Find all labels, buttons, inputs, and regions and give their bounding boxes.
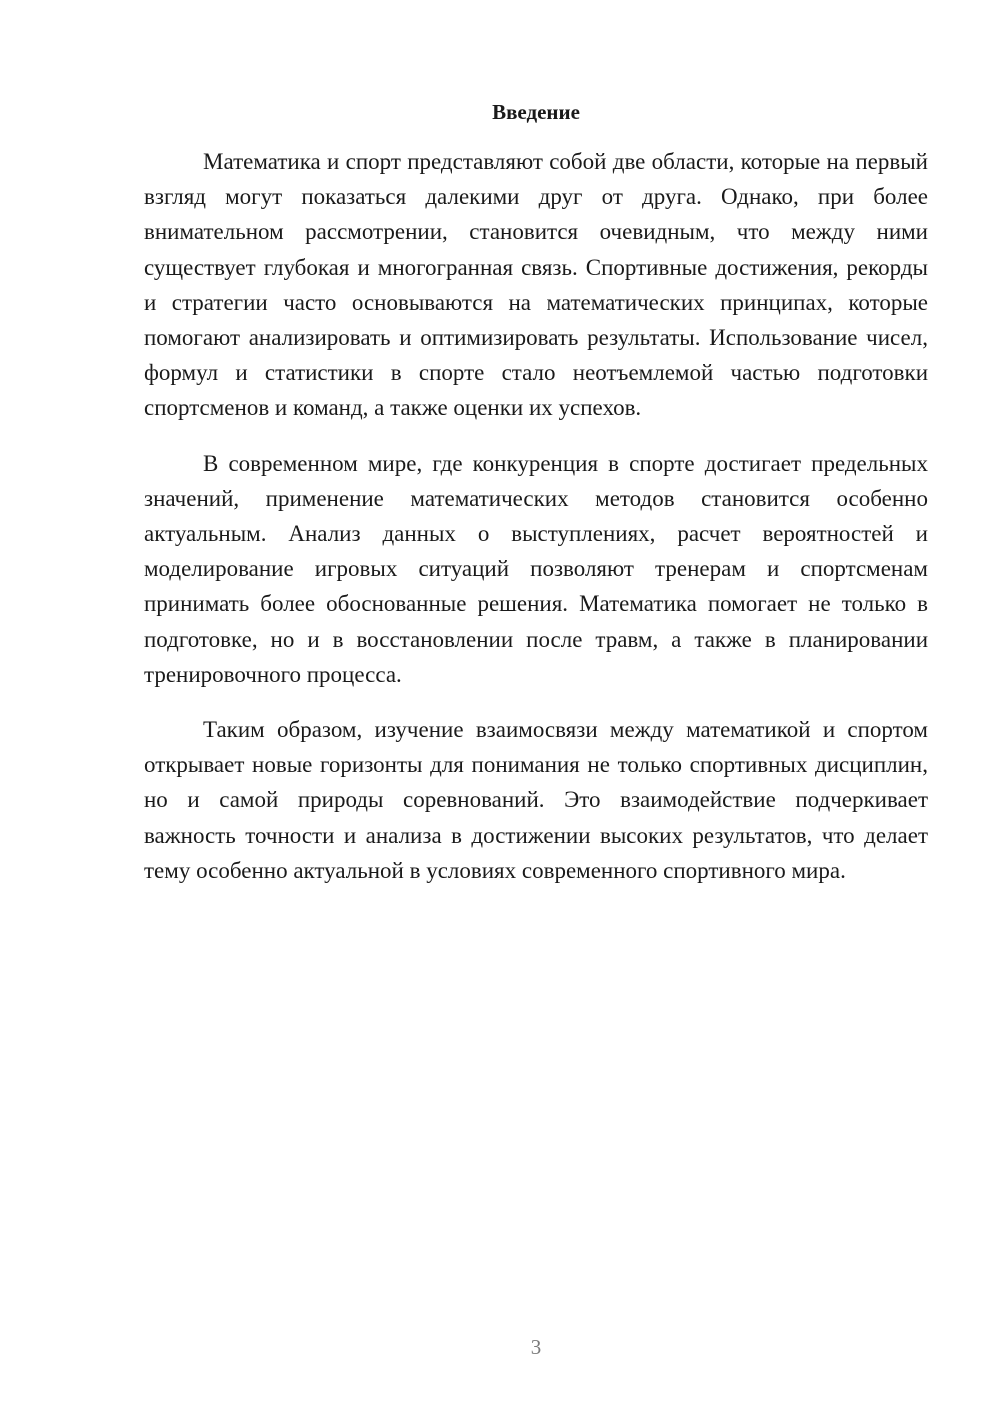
paragraph-3: Таким образом, изучение взаимосвязи между математикой и спортом открывает новые горизонты для понимания не только спортивных дисциплин, но и самой природы соревнований. Это взаимодействие подчеркивает важность точности и анализа в достижении высоких результатов, что делает тему особенно актуальной в условиях современного спортивного мира. [144,717,928,883]
page-number: 3 [530,1335,542,1359]
body-text [144,144,928,908]
section-heading: Введение [492,100,580,124]
paragraph-1: Математика и спорт представляют собой две области, которые на первый взгляд могут показаться далекими друг от друга. Однако, при более внимательном рассмотрении, становится очевидным, что между ними существует глубокая и многогранная связь. Спортивные достижения, рекорды и стратегии часто основываются на математических принципах, которые помогают анализировать и оптимизировать результаты. Использование чисел, формул и статистики в спорте стало неотъемлемой частью подготовки спортсменов и команд, а также оценки их успехов. [144,149,928,421]
paragraph-2: В современном мире, где конкуренция в спорте достигает предельных значений, применение математических методов становится особенно актуальным. Анализ данных о выступлениях, расчет вероятностей и моделирование игровых ситуаций позволяют тренерам и спортсменам принимать более обоснованные решения. Математика помогает не только в подготовке, но и в восстановлении после травм, а также в планировании тренировочного процесса. [144,450,928,687]
